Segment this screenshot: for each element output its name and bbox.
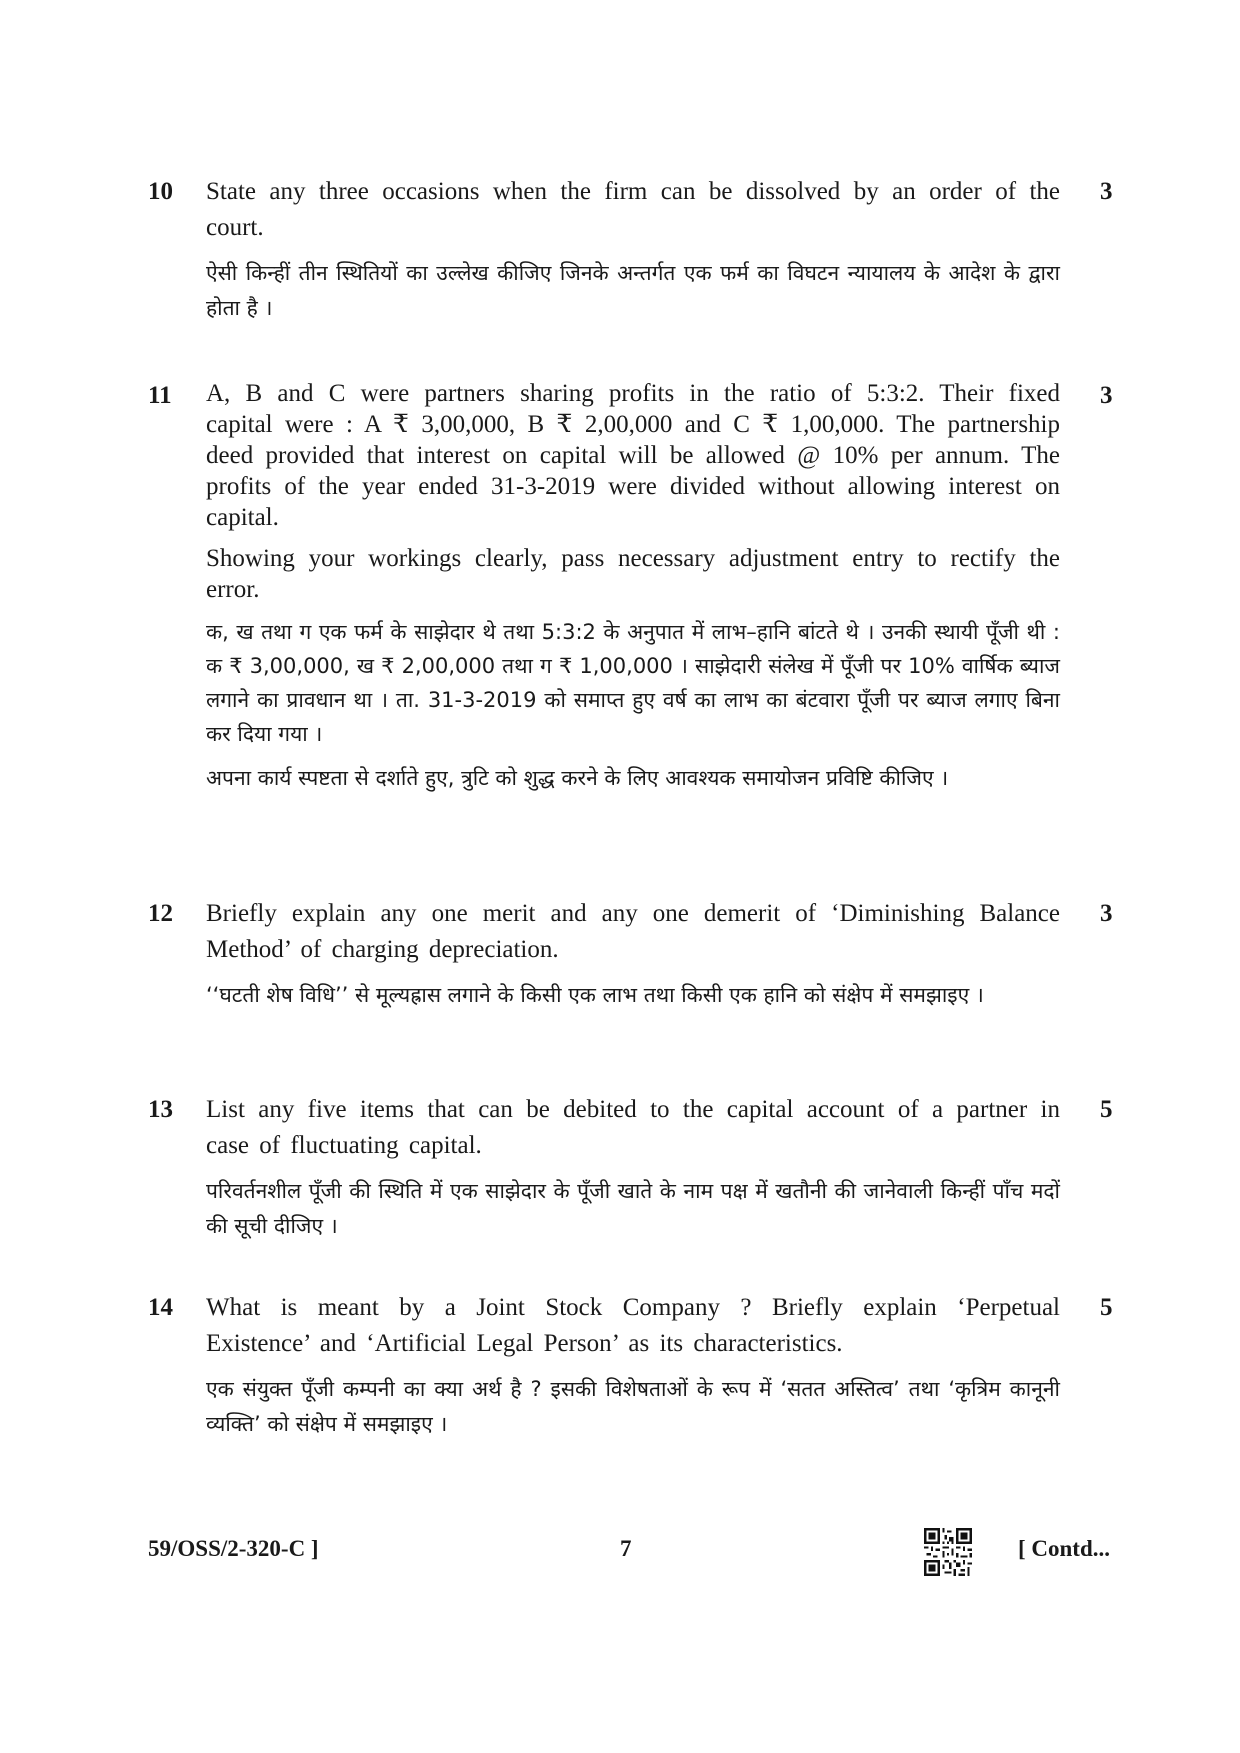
question-number: 12 <box>148 900 173 927</box>
qr-code-icon <box>924 1528 972 1576</box>
question-marks: 3 <box>1100 178 1113 205</box>
question-body <box>206 174 1060 336</box>
question-number: 14 <box>148 1294 173 1321</box>
question-text-hindi: ‘‘घटती शेष विधि’’ से मूल्यह्रास लगाने के किसी एक लाभ तथा किसी एक हानि को संक्षेप में समझाइए । <box>206 983 984 1007</box>
paper-code: 59/OSS/2-320-C ] <box>148 1536 319 1561</box>
question-text-hindi: क, ख तथा ग एक फर्म के साझेदार थे तथा 5:3:2 के अनुपात में लाभ–हानि बांटते थे । उनकी स्थायी पूँजी थी : क ₹ 3,00,000, ख ₹ 2,00,000 तथा ग ₹ 1,00,000 । साझेदारी संलेख में पूँजी पर 10% वार्षिक ब्याज लगाने का प्रावधान था । ता. 31-3-2019 को समाप्त हुए वर्ष का लाभ का बंटवारा पूँजी पर ब्याज लगाए बिना कर दिया गया । <box>206 620 1060 746</box>
question-text-hindi: परिवर्तनशील पूँजी की स्थिति में एक साझेदार के पूँजी खाते के नाम पक्ष में खतौनी की जानेवाली किन्हीं पाँच मदों की सूची दीजिए । <box>206 1179 1060 1238</box>
question-instruction-hindi: अपना कार्य स्पष्टता से दर्शाते हुए, त्रुटि को शुद्ध करने के लिए आवश्यक समायोजन प्रविष्टि कीजिए । <box>206 766 949 790</box>
question-body <box>206 1290 1060 1452</box>
page-number: 7 <box>620 1536 632 1561</box>
question-marks: 5 <box>1100 1096 1113 1123</box>
question-marks: 5 <box>1100 1294 1113 1321</box>
question-number: 13 <box>148 1096 173 1123</box>
question-text-english: What is meant by a Joint Stock Company ? Briefly explain ‘Perpetual Existence’ and ‘Artificial Legal Person’ as its characteristics. <box>206 1294 1060 1357</box>
question-text-english: A, B and C were partners sharing profits in the ratio of 5:3:2. Their fixed capital were : A ₹ 3,00,000, B ₹ 2,00,000 and C ₹ 1,00,000. The partnership deed provided that interest on capital will be allowed @ 10% per annum. The profits of the year ended 31-3-2019 were divided without allowing interest on capital. <box>206 380 1060 531</box>
question-text-hindi: एक संयुक्त पूँजी कम्पनी का क्या अर्थ है ? इसकी विशेषताओं के रूप में ‘सतत अस्तित्व’ तथा ‘कृत्रिम कानूनी व्यक्ति’ को संक्षेप में समझाइए । <box>206 1377 1060 1436</box>
continued-label: [ Contd... <box>1018 1536 1111 1561</box>
question-text-english: State any three occasions when the firm can be dissolved by an order of the court. <box>206 178 1060 241</box>
question-text-hindi: ऐसी किन्हीं तीन स्थितियों का उल्लेख कीजिए जिनके अन्तर्गत एक फर्म का विघटन न्यायालय के आदेश के द्वारा होता है । <box>206 261 1060 320</box>
page-footer <box>0 1528 1240 1578</box>
question-number: 11 <box>148 382 172 409</box>
question-body <box>206 378 1060 805</box>
question-body <box>206 896 1060 1023</box>
question-text-english: Briefly explain any one merit and any one demerit of ‘Diminishing Balance Method’ of charging depreciation. <box>206 900 1060 963</box>
question-marks: 3 <box>1100 900 1113 927</box>
question-body <box>206 1092 1060 1254</box>
question-text-english: List any five items that can be debited to the capital account of a partner in case of fluctuating capital. <box>206 1096 1060 1159</box>
question-instruction-english: Showing your workings clearly, pass necessary adjustment entry to rectify the error. <box>206 545 1060 603</box>
question-number: 10 <box>148 178 173 205</box>
question-marks: 3 <box>1100 382 1113 409</box>
